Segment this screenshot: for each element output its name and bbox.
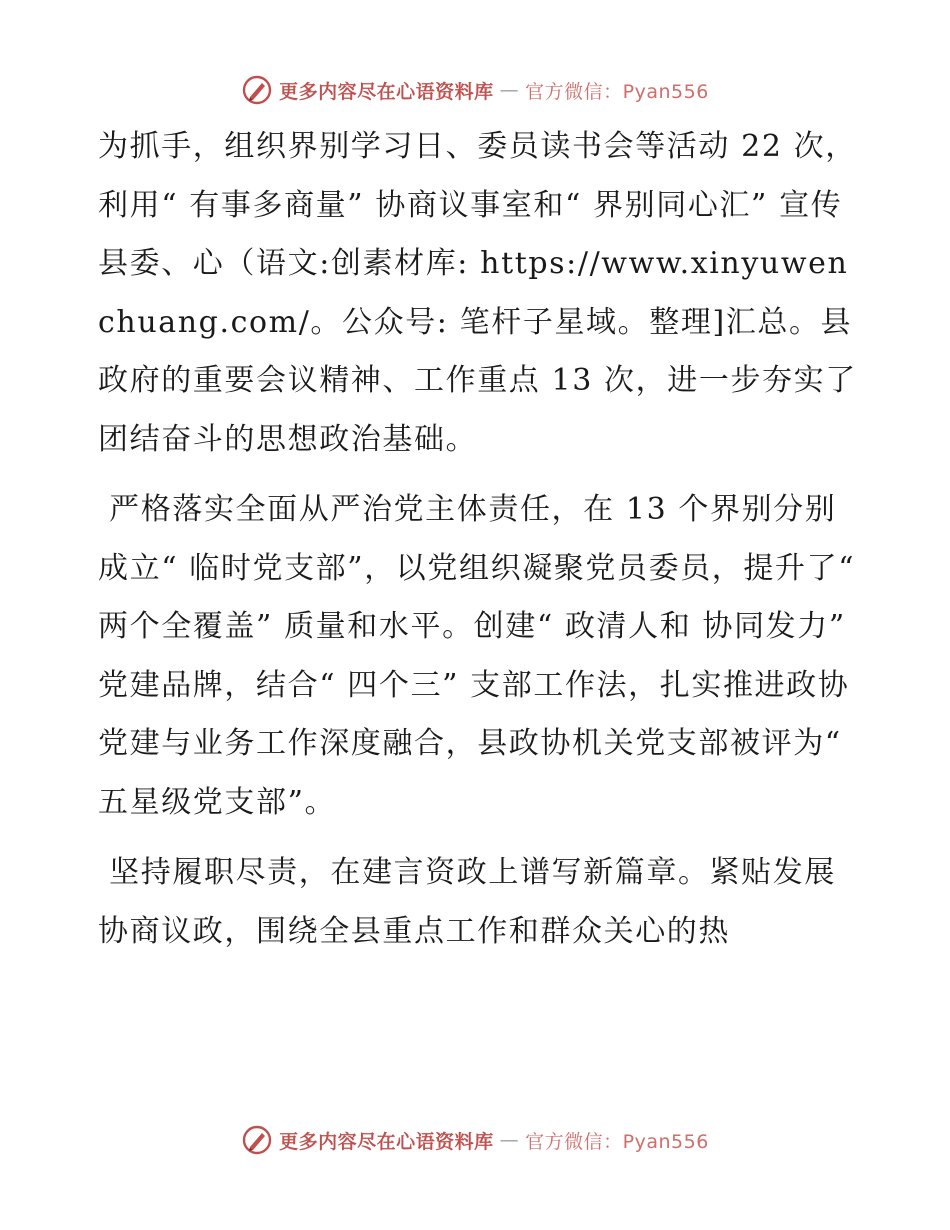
paragraph-3: 坚持履职尽责，在建言资政上谱写新篇章。紧贴发展协商议政，围绕全县重点工作和群众关心的热 — [98, 855, 836, 949]
watermark-wechat: 官方微信：Pyan556 — [525, 80, 709, 103]
header-watermark-banner — [0, 70, 950, 110]
footer-watermark-banner — [0, 1120, 950, 1160]
watermark-separator: — — [499, 1129, 520, 1151]
pen-logo-icon — [241, 1124, 273, 1156]
watermark-wechat: 官方微信：Pyan556 — [525, 1130, 709, 1153]
paragraph-1: 为抓手，组织界别学习日、委员读书会等活动 22 次，利用“ 有事多商量” 协商议事室和“ 界别同心汇” 宣传县委、心（语文:创素材库: https://www.xinyuwenchuang.com/。公众号: 笔杆子星域。整理]汇总。县政府的重要会议精神、工作重点 13 次，进一步夯实了团结奋斗的思想政治基础。 — [98, 129, 857, 457]
watermark-group — [241, 74, 709, 106]
watermark-group — [241, 1124, 709, 1156]
watermark-separator: — — [499, 79, 520, 101]
paragraph-2: 严格落实全面从严治党主体责任，在 13 个界别分别成立“ 临时党支部”，以党组织凝聚党员委员，提升了“ 两个全覆盖” 质量和水平。创建“ 政清人和 协同发力” 党建品牌，结合“ 四个三” 支部工作法，扎实推进政协党建与业务工作深度融合，县政协机关党支部被评为“ 五星级党支部”。 — [98, 492, 867, 820]
document-body — [98, 118, 867, 961]
watermark-title: 更多内容尽在心语资料库 — [279, 80, 494, 103]
watermark-title: 更多内容尽在心语资料库 — [279, 1130, 494, 1153]
pen-logo-icon — [241, 74, 273, 106]
